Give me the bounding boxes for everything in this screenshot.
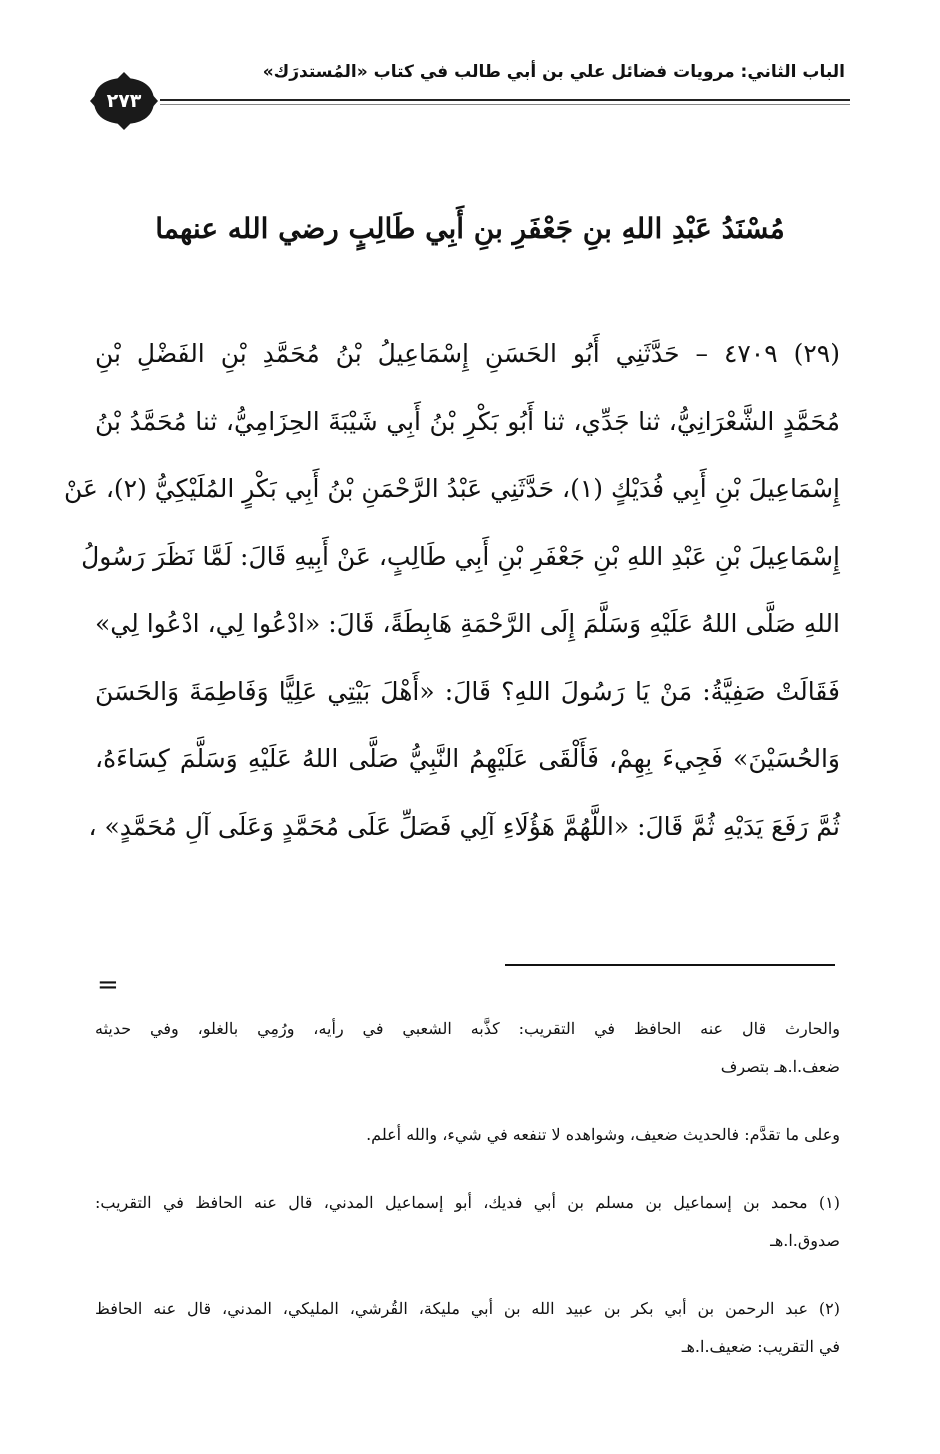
footnote-line: ضعف.ا.هـ بتصرف [720, 1057, 840, 1076]
body-line: اللهِ صَلَّى اللهُ عَلَيْهِ وَسَلَّمَ إِلَى الرَّحْمَةِ هَابِطَةً، قَالَ: «ادْعُوا لِي، ادْعُوا لِي» [95, 609, 840, 638]
footnote-1: (١) محمد بن إسماعيل بن مسلم بن أبي فديك، أبو إسماعيل المدني، قال عنه الحافظ في التقريب: [95, 1193, 840, 1212]
body-line: (٢٩) ٤٧٠٩ – حَدَّثَنِي أَبُو الحَسَنِ إِسْمَاعِيلُ بْنُ مُحَمَّدِ بْنِ الفَضْلِ بْنِ [95, 339, 840, 368]
page-number-badge [88, 72, 160, 130]
footnote-2: (٢) عبد الرحمن بن أبي بكر بن عبيد الله بن أبي مليكة، القُرشي، المليكي، المدني، قال عنه الحافظ [95, 1299, 840, 1318]
body-line: وَالحُسَيْنَ» فَجِيءَ بِهِمْ، فَأَلْقَى عَلَيْهِمُ النَّبِيُّ صَلَّى اللهُ عَلَيْهِ وَسَلَّمَ كِسَاءَهُ، [95, 744, 840, 773]
continuation-mark: = [97, 970, 119, 1000]
body-line: مُحَمَّدٍ الشَّعْرَانِيُّ، ثنا جَدِّي، ثنا أَبُو بَكْرِ بْنُ أَبِي شَيْبَةَ الحِزَامِيُّ، ثنا مُحَمَّدُ بْنُ [95, 406, 840, 436]
header-rule-fine [160, 104, 850, 105]
body-line: إِسْمَاعِيلَ بْنِ أَبِي فُدَيْكٍ (١)، حَدَّثَنِي عَبْدُ الرَّحْمَنِ بْنُ أَبِي بَكْرٍ المُلَيْكِيُّ (٢)، عَنْ [63, 474, 840, 503]
footnotes [95, 1010, 840, 1366]
footnote-1-cont: صدوق.ا.هـ [770, 1231, 840, 1250]
footnote-rule [505, 964, 835, 966]
body-line: ثُمَّ رَفَعَ يَدَيْهِ ثُمَّ قَالَ: «اللَّهُمَّ هَؤُلَاءِ آلِي فَصَلِّ عَلَى مُحَمَّدٍ وَعَلَى آلِ مُحَمَّدٍ» ، [88, 811, 840, 841]
body-line: فَقَالَتْ صَفِيَّةُ: مَنْ يَا رَسُولَ اللهِ؟ قَالَ: «أَهْلَ بَيْتِي عَلِيًّا وَفَاطِمَةَ وَالحَسَنَ [95, 676, 840, 706]
running-header-title: الباب الثاني: مرويات فضائل علي بن أبي طالب في كتاب «المُستدرَك» [262, 62, 845, 82]
footnote-line: والحارث قال عنه الحافظ في التقريب: كذَّبه الشعبي في رأيه، ورُمِي بالغلو، وفي حديثه [95, 1019, 840, 1038]
footnote-conclusion: وعلى ما تقدَّم: فالحديث ضعيف، وشواهده لا تنفعه في شيء، والله أعلم. [366, 1125, 840, 1144]
header-rule [160, 99, 850, 101]
body-line: إِسْمَاعِيلَ بْنِ عَبْدِ اللهِ بْنِ جَعْفَرِ بْنِ أَبِي طَالِبٍ، عَنْ أَبِيهِ قَالَ: لَمَّا نَظَرَ رَسُولُ [81, 541, 840, 571]
footnote-2-cont: في التقريب: ضعيف.ا.هـ [681, 1337, 840, 1356]
page-number: ٢٧٣ [106, 90, 142, 112]
hadith-body [63, 320, 840, 860]
section-title: مُسْنَدُ عَبْدِ اللهِ بنِ جَعْفَرِ بنِ أَبِي طَالِبٍ رضي الله عنهما [155, 212, 785, 245]
